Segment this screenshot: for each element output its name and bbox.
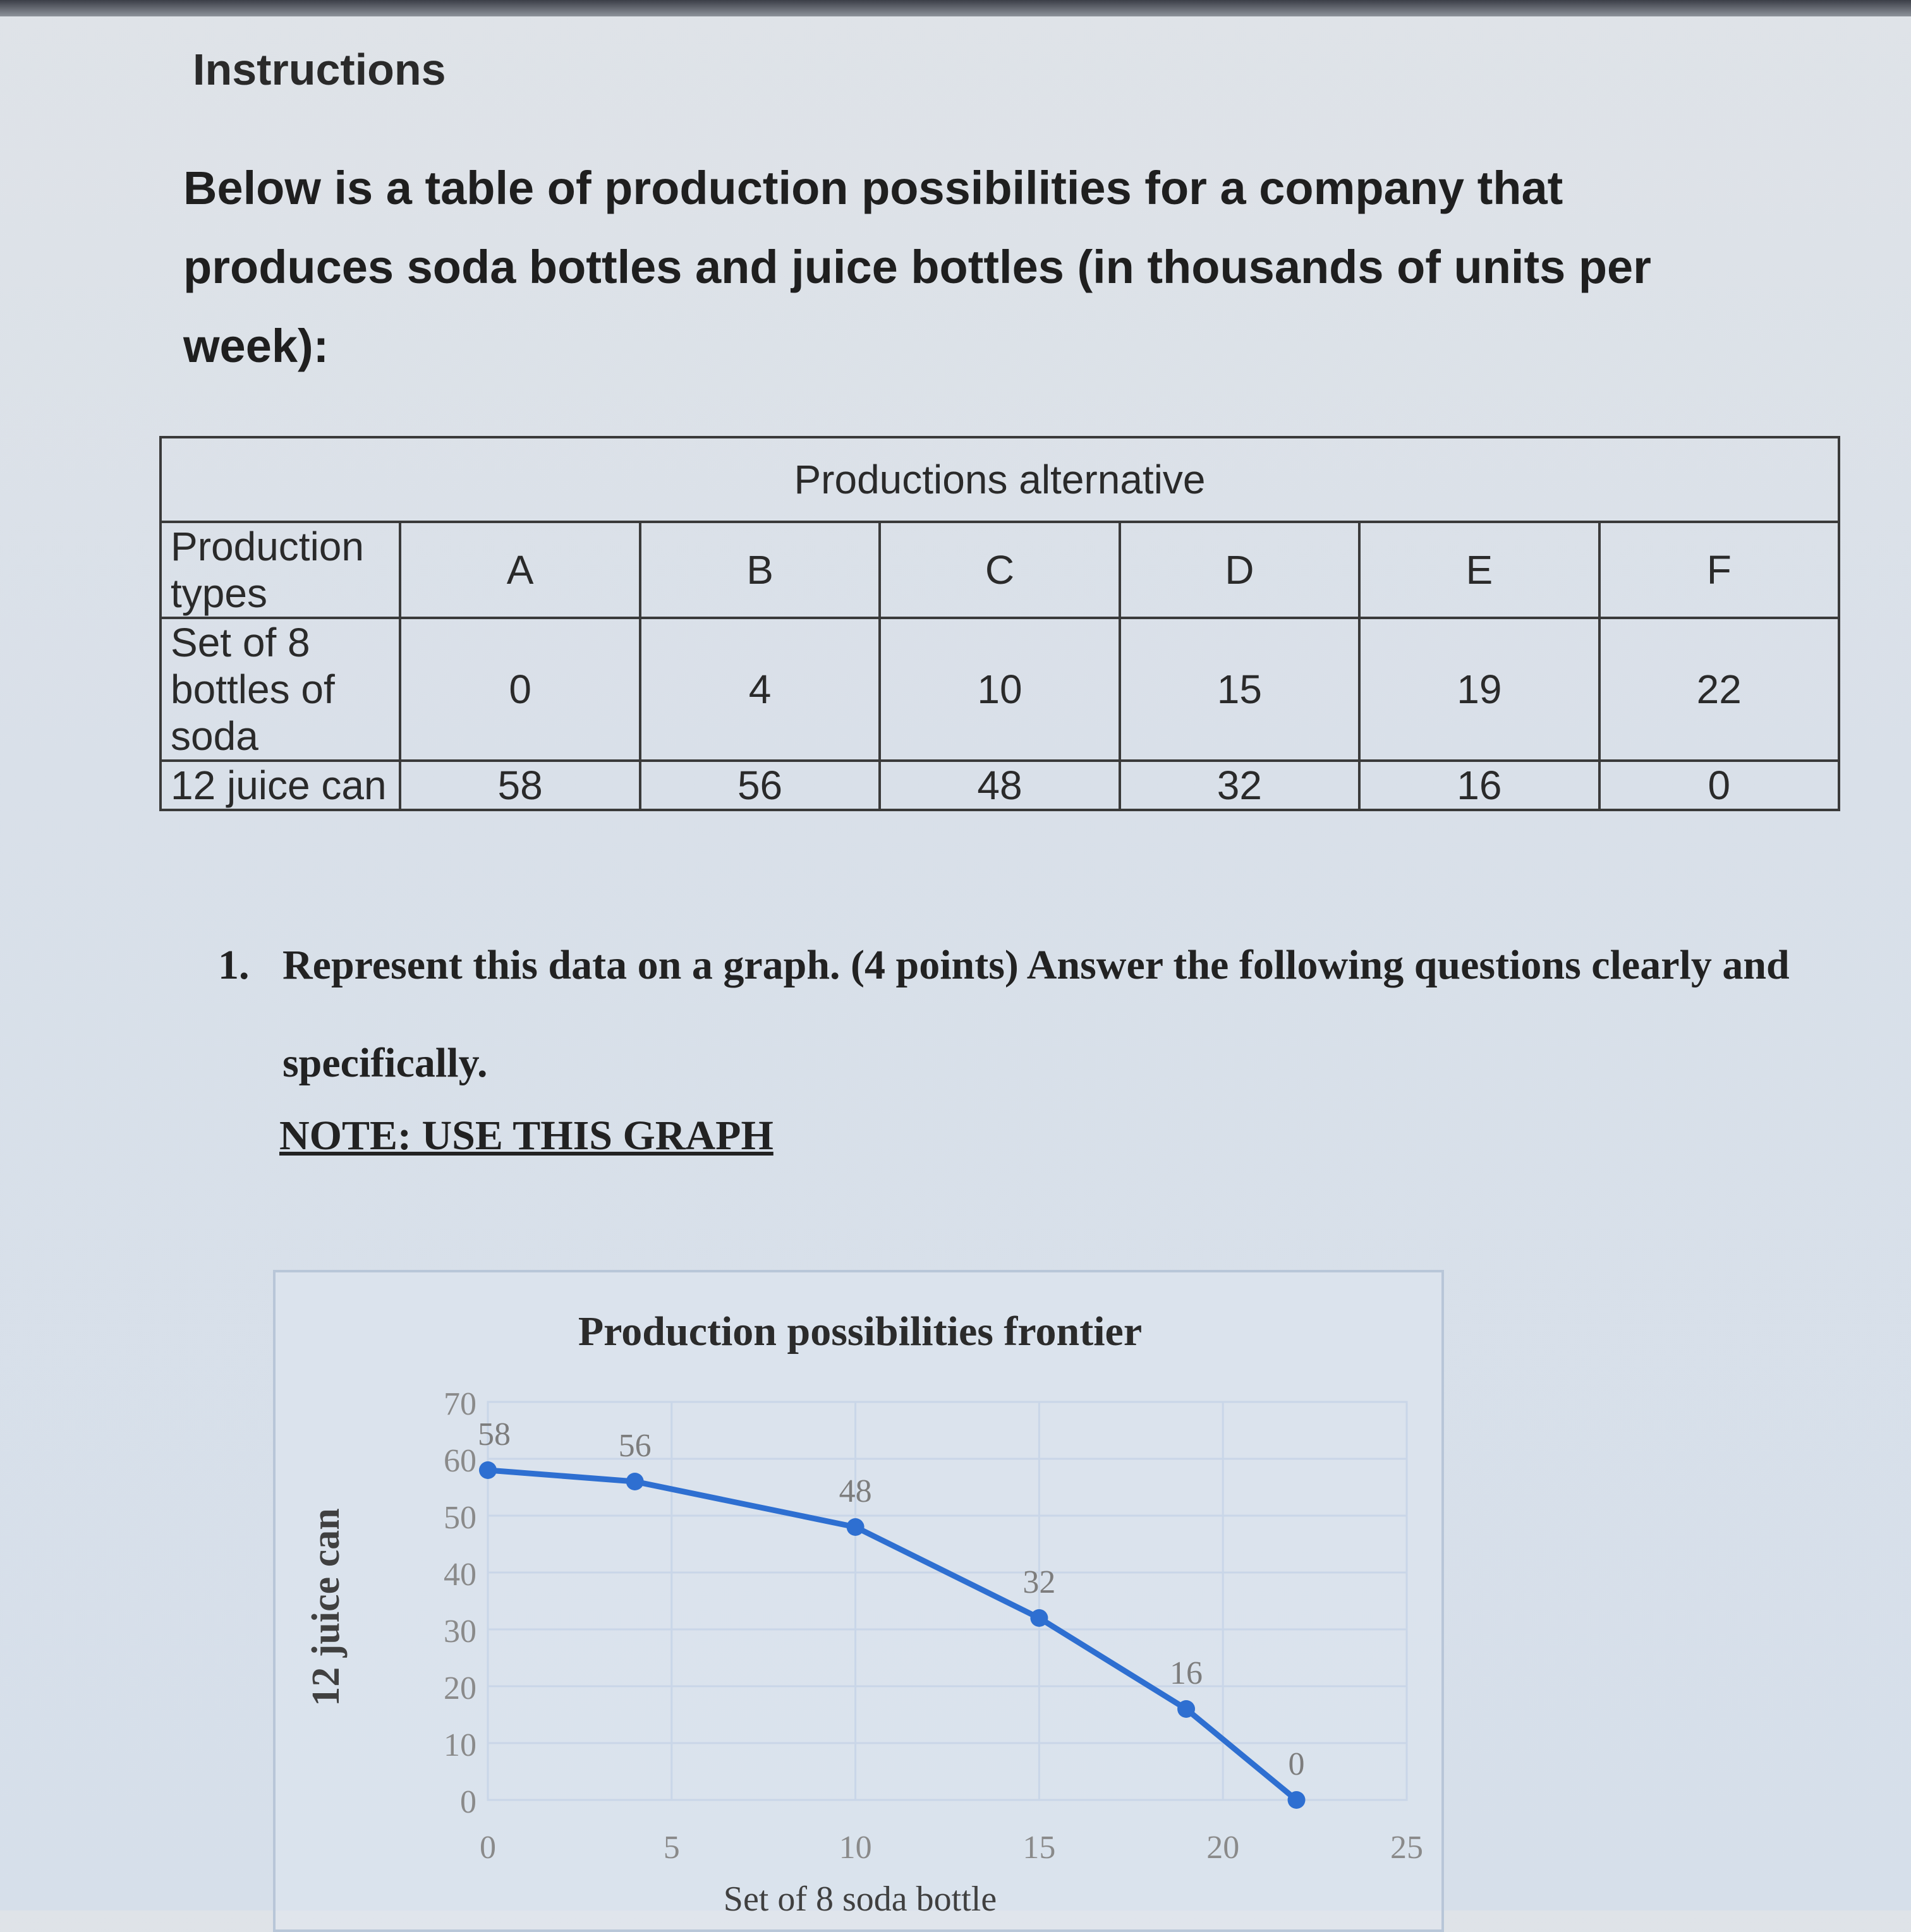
question-1 — [218, 916, 1823, 1112]
data-label: 48 — [839, 1473, 872, 1509]
y-tick-label: 20 — [444, 1670, 476, 1706]
data-point — [847, 1518, 864, 1536]
table-cell: 48 — [880, 761, 1119, 810]
x-tick-label: 25 — [1390, 1830, 1423, 1866]
x-tick-label: 15 — [1022, 1830, 1056, 1866]
table-cell: 32 — [1120, 761, 1359, 810]
data-point — [1288, 1791, 1306, 1809]
y-tick-label: 70 — [444, 1386, 476, 1422]
y-tick-label: 60 — [444, 1443, 476, 1479]
x-tick-label: 20 — [1206, 1830, 1240, 1866]
table-cell: 0 — [1599, 761, 1839, 810]
table-row — [161, 761, 1839, 810]
y-tick-label: 40 — [444, 1557, 476, 1593]
table-cell: 16 — [1359, 761, 1599, 810]
table-cell: 58 — [400, 761, 640, 810]
table-cell: 10 — [880, 618, 1119, 761]
y-axis-label: 12 juice can — [305, 1508, 348, 1706]
table-cell: 15 — [1120, 618, 1359, 761]
table-cell: Set of 8 bottles of soda — [161, 618, 400, 761]
data-point — [479, 1461, 497, 1479]
y-tick-label: 30 — [444, 1614, 476, 1650]
instructions-heading: Instructions — [193, 45, 446, 94]
table-cell: 56 — [640, 761, 880, 810]
table-row — [161, 618, 1839, 761]
note-use-this-graph: NOTE: USE THIS GRAPH — [279, 1113, 774, 1159]
y-tick-label: 50 — [444, 1500, 476, 1536]
data-label: 58 — [478, 1416, 511, 1452]
data-label: 32 — [1022, 1564, 1056, 1600]
x-tick-label: 10 — [839, 1830, 872, 1866]
data-label: 56 — [618, 1428, 652, 1464]
table-cell: 0 — [400, 618, 640, 761]
header-cell: C — [880, 522, 1119, 618]
screen-top-edge — [0, 0, 1911, 16]
header-cell: Production types — [161, 522, 400, 618]
data-point — [1177, 1700, 1195, 1718]
header-cell: A — [400, 522, 640, 618]
header-cell: B — [640, 522, 880, 618]
production-possibilities-table — [159, 436, 1840, 811]
table-caption-row — [161, 437, 1839, 522]
table-cell: 4 — [640, 618, 880, 761]
data-point — [1030, 1609, 1048, 1627]
table-caption: Productions alternative — [161, 437, 1839, 522]
data-label: 16 — [1170, 1655, 1203, 1691]
x-tick-label: 5 — [663, 1830, 680, 1866]
question-text: Represent this data on a graph. (4 points) Answer the following questions clearly and specifically. — [282, 942, 1790, 1086]
chart-title: Production possibilities frontier — [578, 1308, 1143, 1355]
ppf-chart-box — [273, 1270, 1444, 1932]
table-cell: 12 juice can — [161, 761, 400, 810]
data-point — [626, 1473, 644, 1490]
table-cell: 22 — [1599, 618, 1839, 761]
x-axis-label: Set of 8 soda bottle — [723, 1880, 997, 1919]
y-tick-label: 10 — [444, 1727, 476, 1763]
intro-paragraph: Below is a table of production possibilities for a company that produces soda bottles and juice bottles (in thousands of units per week): — [183, 162, 1651, 372]
question-number: 1. — [218, 942, 250, 988]
header-cell: F — [1599, 522, 1839, 618]
data-label: 0 — [1288, 1746, 1305, 1782]
y-tick-label: 0 — [460, 1784, 476, 1820]
table-cell: 19 — [1359, 618, 1599, 761]
header-cell: E — [1359, 522, 1599, 618]
ppf-chart — [276, 1272, 1441, 1929]
x-tick-label: 0 — [480, 1830, 496, 1866]
table-header-row — [161, 522, 1839, 618]
header-cell: D — [1120, 522, 1359, 618]
series-line — [488, 1470, 1297, 1800]
